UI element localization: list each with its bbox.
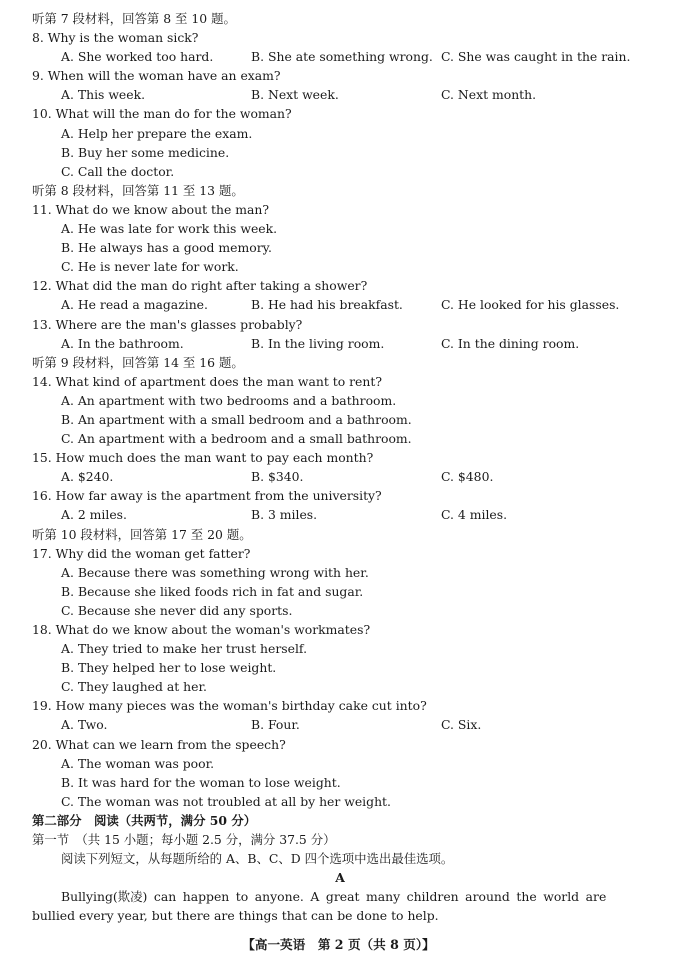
option-c[interactable]: C. The woman was not troubled at all by her weight.: [61, 793, 391, 809]
options-8: [32, 47, 648, 66]
option-c[interactable]: C. In the dining room.: [441, 335, 580, 351]
passage-line-2: bullied every year, but there are things that can be done to help.: [32, 908, 439, 924]
option-b[interactable]: B. They helped her to lose weight.: [61, 660, 277, 676]
option-a[interactable]: A. He was late for work this week.: [61, 221, 278, 237]
option-a[interactable]: A. They tried to make her trust herself.: [61, 641, 308, 657]
option-c[interactable]: C. Because she never did any sports.: [61, 602, 293, 618]
passage-label: A: [335, 870, 345, 886]
question-15: 15. How much does the man want to pay each month?: [32, 450, 374, 466]
question-17: 17. Why did the woman get fatter?: [32, 545, 251, 561]
option-b[interactable]: B. In the living room.: [251, 335, 385, 351]
question-8: 8. Why is the woman sick?: [32, 30, 199, 46]
options-19: [32, 715, 648, 734]
part2-title: 第二部分 阅读（共两节，满分 50 分）: [32, 812, 257, 828]
option-a[interactable]: A. $240.: [61, 469, 114, 485]
option-a[interactable]: A. He read a magazine.: [61, 297, 208, 313]
option-a[interactable]: A. This week.: [61, 87, 146, 103]
option-b[interactable]: B. Four.: [251, 717, 300, 733]
option-a[interactable]: A. Two.: [61, 717, 108, 733]
option-a[interactable]: A. An apartment with two bedrooms and a bathroom.: [61, 392, 397, 408]
options-15: [32, 467, 648, 486]
section-header-10: 听第 10 段材料，回答第 17 至 20 题。: [32, 526, 252, 542]
options-12: [32, 295, 648, 314]
question-14: 14. What kind of apartment does the man want to rent?: [32, 373, 382, 389]
question-12: 12. What did the man do right after taking a shower?: [32, 278, 368, 294]
section-header-7: 听第 7 段材料，回答第 8 至 10 题。: [32, 11, 236, 26]
option-b[interactable]: B. $340.: [251, 469, 304, 485]
exam-page: [32, 9, 648, 926]
option-b[interactable]: B. She ate something wrong.: [251, 49, 433, 65]
option-a[interactable]: A. Because there was something wrong with her.: [61, 564, 369, 580]
option-a[interactable]: A. Help her prepare the exam.: [61, 125, 253, 141]
options-13: [32, 334, 648, 353]
option-a[interactable]: A. The woman was poor.: [61, 755, 215, 771]
option-b[interactable]: B. Next week.: [251, 87, 339, 103]
question-10: 10. What will the man do for the woman?: [32, 106, 292, 122]
page-footer: 【高一英语 第 2 页（共 8 页）】: [242, 937, 435, 952]
section-header-9: 听第 9 段材料，回答第 14 至 16 题。: [32, 354, 244, 370]
options-9: [32, 85, 648, 104]
part2-instruction: 阅读下列短文，从每题所给的 A、B、C、D 四个选项中选出最佳选项。: [61, 851, 454, 867]
part2-subsection: 第一节 （共 15 小题；每小题 2.5 分，满分 37.5 分）: [32, 832, 336, 848]
option-b[interactable]: B. 3 miles.: [251, 507, 318, 523]
option-c[interactable]: C. Six.: [441, 717, 482, 733]
question-16: 16. How far away is the apartment from the university?: [32, 488, 382, 504]
question-19: 19. How many pieces was the woman's birthday cake cut into?: [32, 698, 427, 714]
option-b[interactable]: B. An apartment with a small bedroom and a bathroom.: [61, 411, 412, 427]
option-c[interactable]: C. An apartment with a bedroom and a small bathroom.: [61, 431, 412, 447]
option-c[interactable]: C. Next month.: [441, 87, 537, 103]
option-c[interactable]: C. She was caught in the rain.: [441, 49, 631, 65]
option-c[interactable]: C. Call the doctor.: [61, 163, 175, 179]
option-b[interactable]: B. He always has a good memory.: [61, 240, 272, 256]
question-9: 9. When will the woman have an exam?: [32, 68, 281, 84]
question-11: 11. What do we know about the man?: [32, 201, 270, 217]
option-b[interactable]: B. Because she liked foods rich in fat and sugar.: [61, 583, 364, 599]
option-a[interactable]: A. In the bathroom.: [61, 335, 184, 351]
question-13: 13. Where are the man's glasses probably?: [32, 316, 303, 332]
option-c[interactable]: C. 4 miles.: [441, 507, 508, 523]
section-header-8: 听第 8 段材料，回答第 11 至 13 题。: [32, 182, 244, 198]
question-20: 20. What can we learn from the speech?: [32, 736, 286, 752]
option-b[interactable]: B. He had his breakfast.: [251, 297, 403, 313]
question-18: 18. What do we know about the woman's workmates?: [32, 622, 371, 637]
option-c[interactable]: C. He is never late for work.: [61, 259, 239, 275]
option-c[interactable]: C. They laughed at her.: [61, 679, 207, 695]
option-a[interactable]: A. 2 miles.: [61, 507, 127, 523]
option-c[interactable]: C. $480.: [441, 469, 494, 485]
options-16: [32, 505, 648, 524]
option-c[interactable]: C. He looked for his glasses.: [441, 297, 620, 313]
option-b[interactable]: B. It was hard for the woman to lose weight.: [61, 774, 341, 790]
passage-line-1: Bullying(欺凌) can happen to anyone. A great many children around the world are: [61, 889, 607, 905]
option-a[interactable]: A. She worked too hard.: [61, 49, 214, 65]
option-b[interactable]: B. Buy her some medicine.: [61, 144, 230, 160]
